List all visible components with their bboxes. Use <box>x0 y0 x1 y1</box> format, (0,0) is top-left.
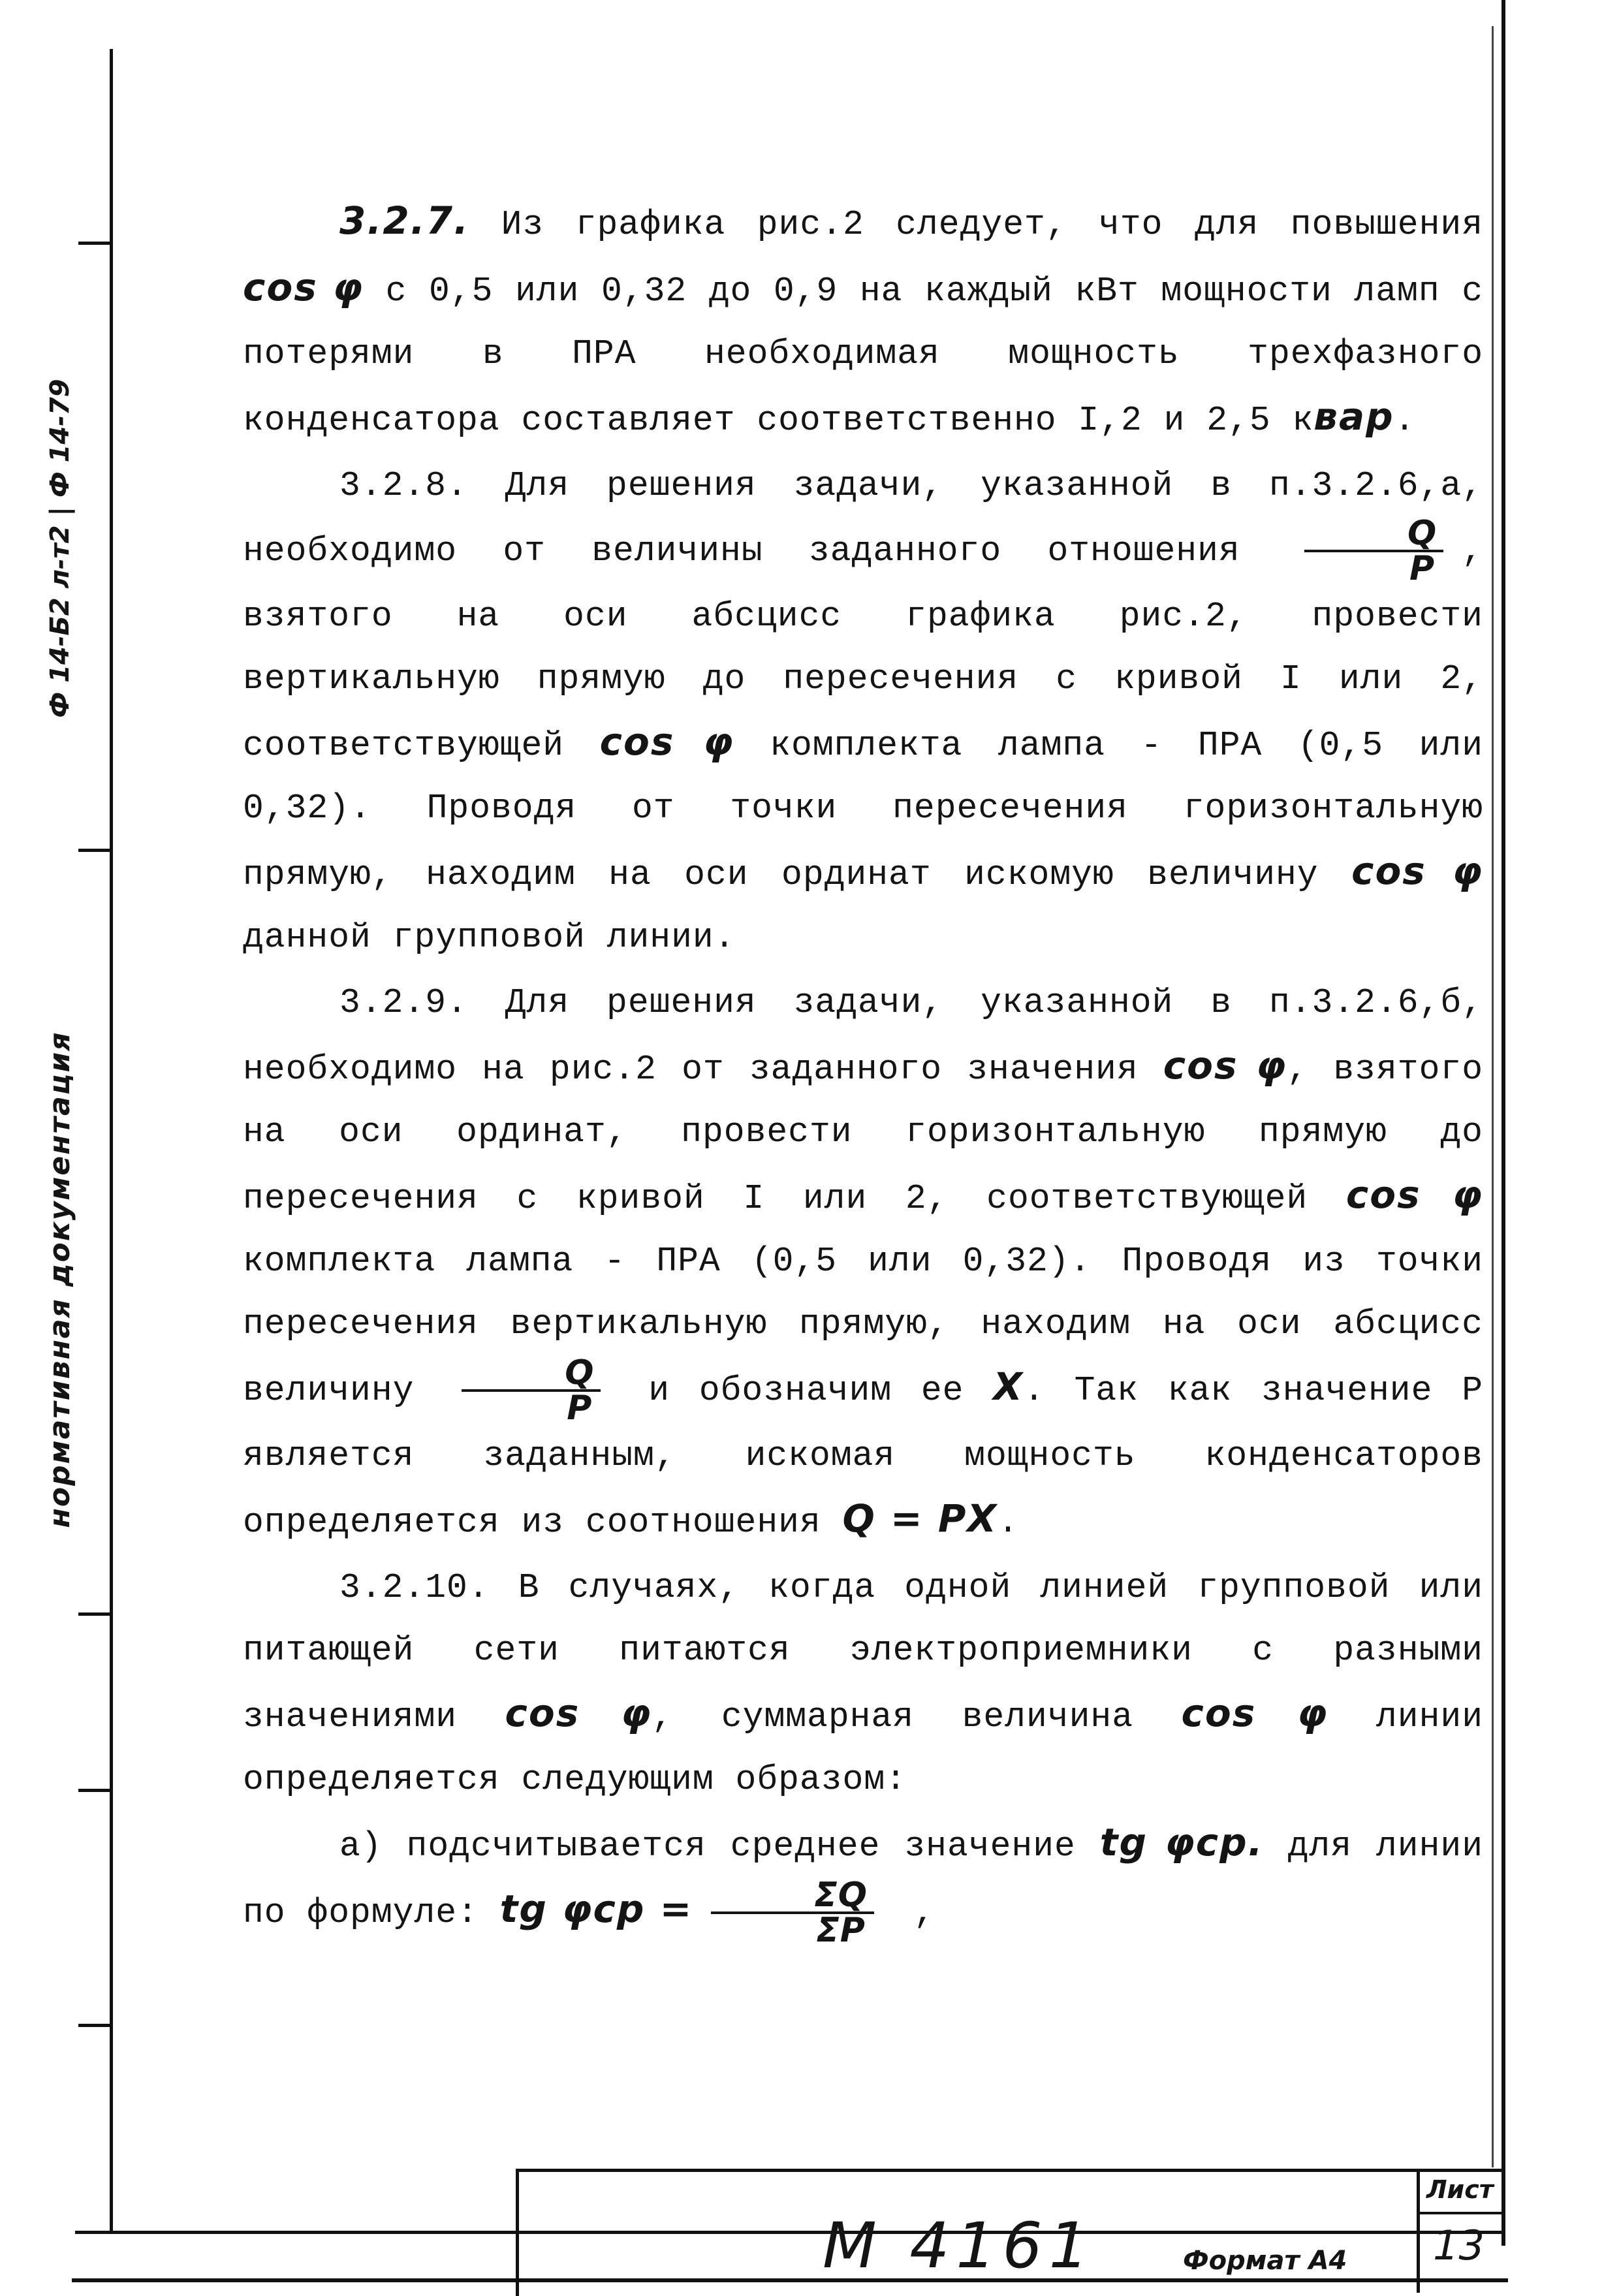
capacitor-formula: Q = PX <box>842 1496 998 1541</box>
margin-tick <box>78 2024 111 2027</box>
variable-x: X <box>993 1364 1024 1409</box>
tg-phi-average: tg φср. <box>1099 1820 1264 1864</box>
fraction-numerator: Q <box>462 1357 601 1392</box>
right-frame-inner-line <box>1492 26 1494 2167</box>
paragraph-text: данной групповой линии. <box>243 918 736 957</box>
cos-phi-formula: cos φ <box>1351 849 1484 893</box>
paragraph-text: а) подсчитывается среднее значение <box>339 1827 1100 1866</box>
paragraph-3-2-10 <box>243 1556 1483 1811</box>
fraction-numerator: ΣQ <box>711 1879 874 1914</box>
paragraph-text: комплекта лампа - ПРА (0,5 или 0,32). Проводя от точки пересечения горизонтальную прямую, находим на оси ординат искомую величину <box>243 726 1484 894</box>
paragraph-text: и обозначим ее <box>619 1371 994 1410</box>
paragraph-text: , взятого на оси ординат, провести горизонтальную прямую до пересечения с кривой I или 2, соответствующей <box>243 1050 1483 1218</box>
cos-phi-formula: cos φ <box>1163 1043 1287 1088</box>
formula-lhs: tg φср = <box>499 1887 693 1931</box>
paragraph-number: 3.2.10. <box>339 1568 490 1607</box>
paragraph-text: для линии по формуле: <box>243 1827 1483 1932</box>
paragraph-text: , взятого на оси абсцисс графика рис.2, провести вертикальную прямую до пересечения с кривой I или 2, соответствующей <box>243 531 1483 765</box>
paragraph-number: 3.2.9. <box>339 983 468 1022</box>
document-body <box>243 189 1484 1950</box>
margin-tick <box>78 242 111 245</box>
side-stamp-code: Ф 14-Б2 л-т2 | Ф 14-79 <box>45 379 75 718</box>
sheet-number: 13 <box>1433 2222 1485 2269</box>
paragraph-text: Из графика рис.2 следует, что для повышения <box>501 205 1483 244</box>
paragraph-text: Для решения задачи, указанной в п.3.2.6,б, необходимо на рис.2 от заданного значения <box>243 983 1483 1089</box>
left-frame-line <box>110 49 113 2231</box>
paragraph-text: линии определяется следующим образом: <box>243 1697 1484 1799</box>
paragraph-text: В случаях, когда одной линией групповой или питающей сети питаются электроприемники с разными значениями <box>243 1568 1484 1737</box>
document-code: М 4161 <box>823 2209 1095 2282</box>
margin-tick <box>78 1789 111 1792</box>
fraction-numerator: Q <box>1304 517 1443 552</box>
fraction-denominator: P <box>567 1389 593 1428</box>
paragraph-3-2-8 <box>243 454 1483 969</box>
sum-q-over-sum-p-fraction <box>711 1876 874 1950</box>
paragraph-text: . <box>1394 401 1416 440</box>
paragraph-text: . <box>998 1503 1019 1542</box>
paragraph-text: с 0,5 или 0,32 до 0,9 на каждый кВт мощности ламп с потерями в ПРА необходимая мощность трехфазного конденсатора составляет соответственно I,2 и 2,5 к <box>243 272 1484 440</box>
margin-tick <box>78 849 111 852</box>
right-frame-line <box>1501 0 1505 2246</box>
margin-tick <box>78 1612 111 1616</box>
cos-phi-formula: cos φ <box>599 719 734 764</box>
q-over-p-fraction <box>1304 514 1443 588</box>
paragraph-3-2-7 <box>243 189 1483 452</box>
paragraph-text: . Так как значение P является заданным, искомая мощность конденсаторов определяется из соотношения <box>243 1371 1484 1542</box>
paragraph-text: , суммарная величина <box>652 1697 1182 1737</box>
cos-phi-formula: cos φ <box>1181 1691 1328 1735</box>
q-over-p-fraction <box>462 1353 601 1428</box>
paragraph-text: , <box>892 1893 935 1932</box>
cos-phi-formula: cos φ <box>1345 1172 1484 1217</box>
paragraph-number: 3.2.8. <box>339 466 468 505</box>
sheet-divider <box>1420 2212 1501 2214</box>
side-label: нормативная документация <box>43 1031 76 1528</box>
cos-phi-formula: cos φ <box>243 265 364 309</box>
fraction-denominator: ΣP <box>816 1911 866 1950</box>
unit-var: вар <box>1313 394 1394 439</box>
cos-phi-formula: cos φ <box>505 1691 652 1735</box>
sheet-label: Лист <box>1426 2175 1494 2204</box>
fraction-denominator: P <box>1409 549 1436 588</box>
paragraph-3-2-9 <box>243 971 1483 1554</box>
list-item-a <box>243 1811 1483 1950</box>
paragraph-text: Для решения задачи, указанной в п.3.2.6,а, необходимо от величины заданного отношения <box>243 466 1483 571</box>
paragraph-text: комплекта лампа - ПРА (0,5 или 0,32). Проводя из точки пересечения вертикальную прямую, находим на оси абсцисс величину <box>243 1242 1483 1410</box>
format-label: Формат А4 <box>1183 2246 1347 2276</box>
paragraph-number: 3.2.7. <box>339 198 470 243</box>
